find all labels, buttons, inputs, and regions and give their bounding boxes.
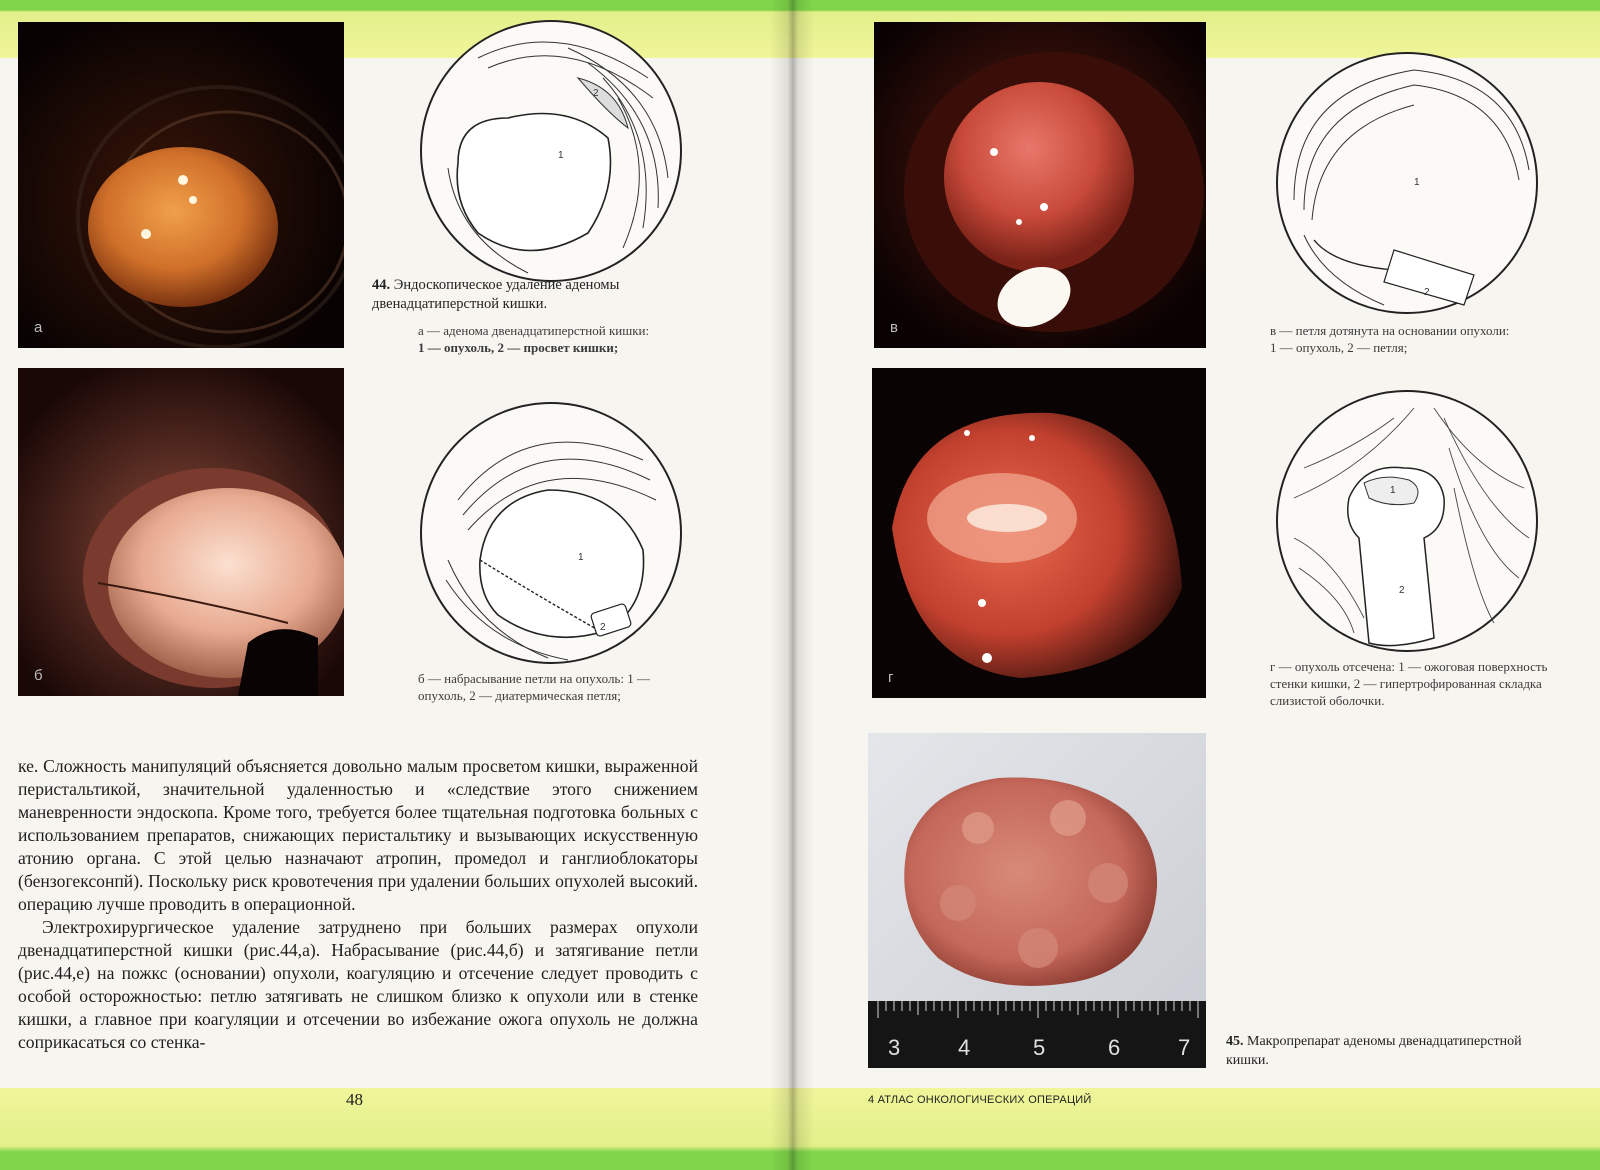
caption-b: б — набрасывание петли на опухоль: 1 — опухоль, 2 — диатермическая петля;: [418, 671, 650, 703]
drawing-b-label-1: 1: [578, 552, 584, 563]
drawing-b-label-2: 2: [600, 622, 606, 633]
caption-a: [418, 322, 684, 356]
photo-label-b: б: [34, 667, 43, 684]
figure-44-title: [372, 276, 684, 314]
caption-v-legend: 1 — опухоль, 2 — петля;: [1270, 340, 1408, 355]
endoscopic-photo-b: [18, 368, 344, 696]
photo-label-a: а: [34, 319, 43, 336]
page-number: 48: [346, 1090, 363, 1109]
right-page: [790, 0, 1600, 1170]
photo-label-v: в: [890, 319, 898, 336]
caption-g: г — опухоль отсечена: 1 — ожоговая поверхность стенки кишки, 2 — гипертрофированная складка слизистой оболочки.: [1270, 659, 1548, 708]
caption-a-text: а — аденома двенадцатиперстной кишки:: [418, 323, 650, 338]
caption-v-text: в — петля дотянута на основании опухоли:: [1270, 323, 1510, 338]
figure-44-title-text: Эндоскопическое удаление аденомы двенадцатиперстной кишки.: [372, 277, 620, 312]
figure-45-title: Макропрепарат аденомы двенадцатиперстной кишки.: [1226, 1034, 1522, 1068]
endoscopic-photo-g: [872, 368, 1206, 698]
endoscopic-photo-a: [18, 22, 344, 348]
drawing-a-label-1: 1: [558, 150, 564, 161]
line-drawing-a: [418, 18, 684, 284]
drawing-v-label-2: 2: [1424, 287, 1430, 298]
body-paragraph-2: Электрохирургическое удаление затруднено при больших размерах опухоли двенадцатиперстной кишки (рис.44,а). Набрасывание (рис.44,б) и затягивание петли (рис.44,е) на пожкс (основании) опухоли, коагуляцию и отсечение следует проводить с особой осторожностью: петлю затягивать не слишком близко к опухоли или в стенке кишки, а главное при коагуляции и отсечении во избежание ожога опухоль не должна соприкасаться со стенка-: [18, 917, 698, 1052]
left-page: [0, 0, 790, 1170]
line-drawing-g: [1274, 388, 1540, 654]
figure-45-number: 45.: [1226, 1034, 1244, 1049]
ruler-number-5: 5: [1033, 1035, 1046, 1060]
body-paragraph-1: ке. Сложность манипуляций объясняется довольно малым просветом кишки, выраженной перистальтикой, значительной удаленностью и «следствие этого снижением маневренности эндоскопа. Кроме того, требуется более тщательная подготовка больных с использованием препаратов, снижающих перистальтику и вызывающих искусственную атонию органа. С этой целью назначают атропин, промедол и ганглиоблокаторы (бензогексонпй). Поскольку риск кровотечения при удалении больших опухолей высокий. операцию лучше проводить в операционной.: [18, 756, 698, 914]
ruler-number-6: 6: [1108, 1035, 1121, 1060]
line-drawing-v: [1274, 50, 1540, 316]
photo-label-g: г: [888, 669, 894, 686]
caption-a-legend: 1 — опухоль, 2 — просвет кишки;: [418, 340, 619, 355]
drawing-a-label-2: 2: [593, 88, 599, 99]
ruler-number-7: 7: [1178, 1035, 1191, 1060]
figure-45-caption: [1226, 1032, 1556, 1070]
bottom-color-band: [0, 1088, 790, 1170]
macro-specimen-photo: [868, 733, 1206, 1068]
drawing-g-label-1: 1: [1390, 485, 1396, 496]
running-head: 4 АТЛАС ОНКОЛОГИЧЕСКИХ ОПЕРАЦИЙ: [868, 1094, 1092, 1106]
line-drawing-b: [418, 400, 684, 666]
ruler-number-3: 3: [888, 1035, 901, 1060]
caption-v: [1270, 322, 1560, 356]
body-text: [18, 755, 698, 1054]
figure-44-number: 44.: [372, 277, 391, 293]
drawing-g-label-2: 2: [1399, 585, 1405, 596]
endoscopic-photo-v: [874, 22, 1206, 348]
ruler-number-4: 4: [958, 1035, 971, 1060]
drawing-v-label-1: 1: [1414, 177, 1420, 188]
